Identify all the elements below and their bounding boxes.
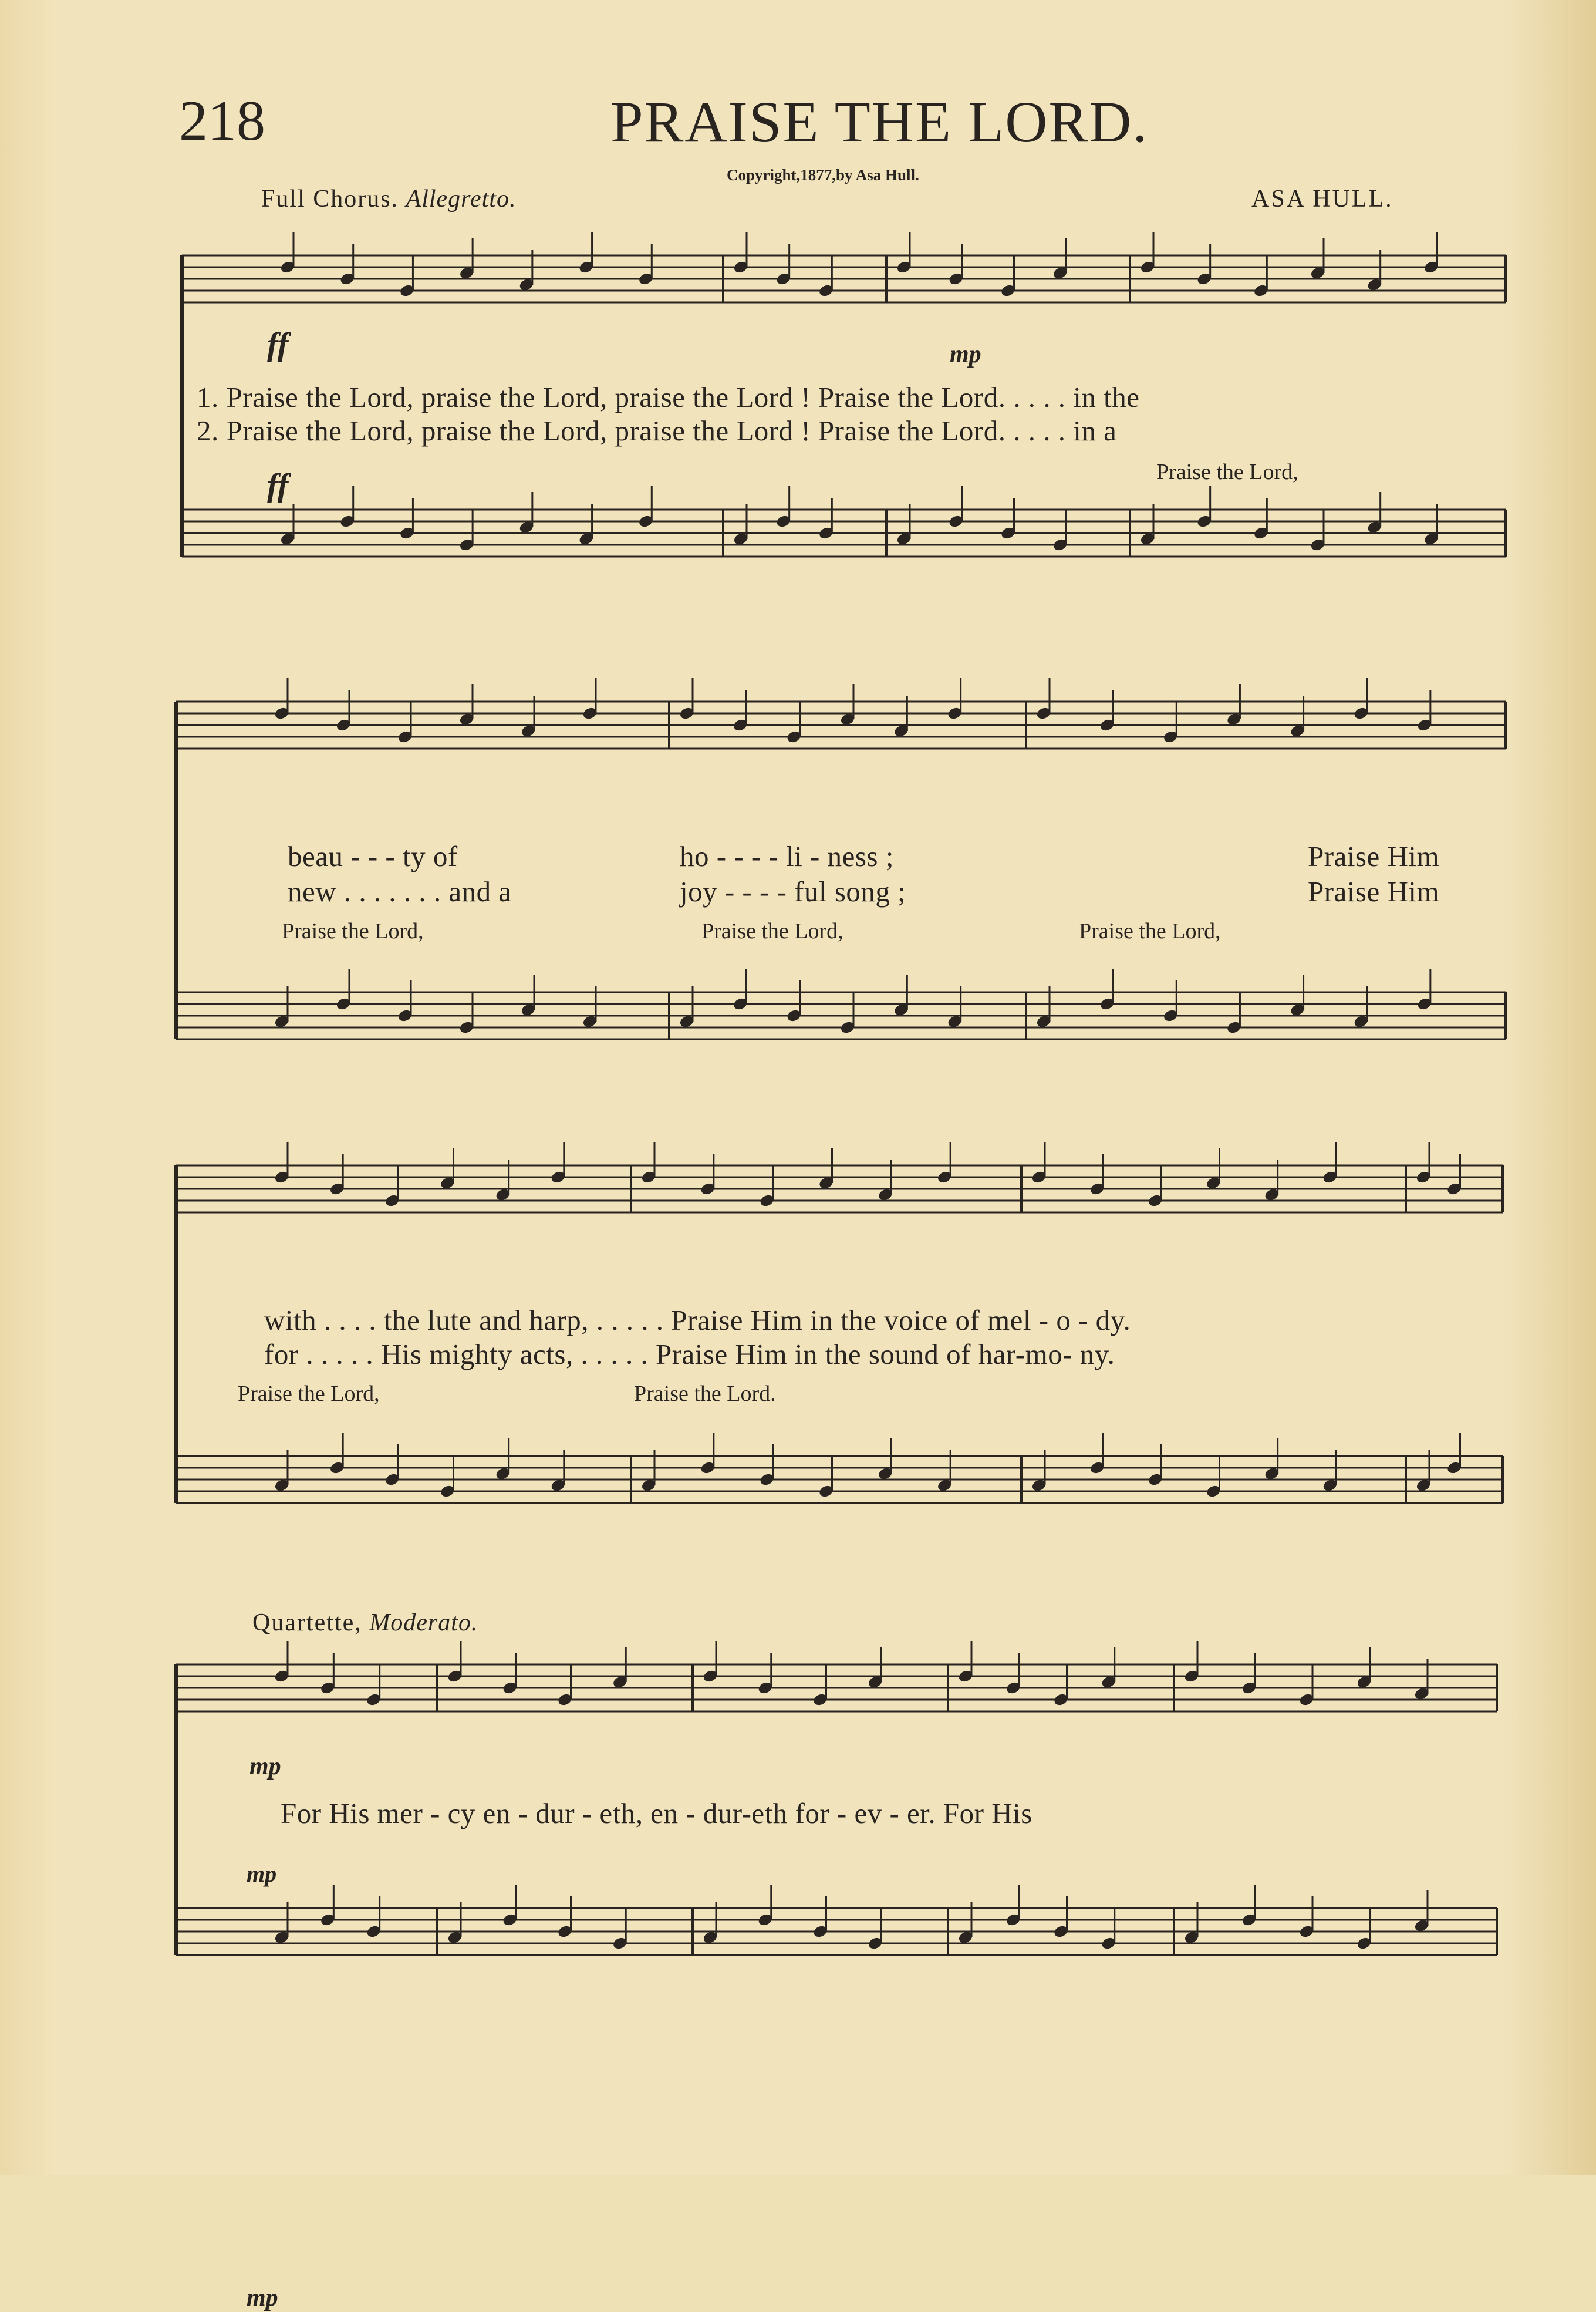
composer: ASA HULL. [1251, 186, 1393, 213]
bass-words: Praise the Lord, [238, 1381, 380, 1406]
lyric-verse-2: joy - - - - ful song ; [680, 875, 906, 908]
tempo-marking: Allegretto. [406, 186, 517, 213]
lyric-verse-1: Praise Him [1308, 840, 1440, 872]
bass-words: Praise the Lord, [1079, 919, 1221, 943]
quartette-heading [252, 1609, 478, 1637]
lyric-verse-2: for . . . . . His mighty acts, . . . . . Praise Him in the sound of har-mo- ny. [264, 1338, 1115, 1370]
dynamic-ff: ff [267, 326, 289, 363]
lyric-verse-2: Praise Him [1308, 875, 1440, 908]
bass-words: Praise the Lord, [282, 919, 424, 943]
dynamic-mp: mp [249, 1753, 281, 1780]
page-number: 218 [179, 89, 265, 153]
lyric-verse-2: new . . . . . . . and a [288, 875, 512, 908]
lyric-verse-1: For His mer - cy en - dur - eth, en - dur-eth for - ev - er. For His [281, 1797, 1032, 1829]
dynamic-mp: mp [247, 1861, 277, 1887]
lyric-verse-1: with . . . . the lute and harp, . . . . . Praise Him in the voice of mel - o - dy. [264, 1304, 1131, 1336]
bass-words: Praise the Lord, [701, 919, 843, 943]
section-label: Full Chorus. [261, 186, 399, 213]
lyric-verse-2: 2. Praise the Lord, praise the Lord, praise the Lord ! Praise the Lord. . . . . in a [197, 414, 1117, 447]
dynamic-mp: mp [950, 341, 981, 368]
dynamic-mp: mp [247, 2284, 278, 2311]
section-label: Quartette, [252, 1609, 362, 1636]
bass-words: Praise the Lord, [1156, 460, 1298, 484]
dynamic-ff: ff [267, 467, 289, 504]
hymn-title: PRAISE THE LORD. [610, 89, 1149, 154]
copyright-notice: Copyright,1877,by Asa Hull. [727, 166, 919, 184]
tempo-marking: Moderato. [369, 1609, 478, 1636]
bass-words: Praise the Lord. [634, 1381, 776, 1406]
lyric-verse-1: 1. Praise the Lord, praise the Lord, praise the Lord ! Praise the Lord. . . . . in the [197, 381, 1140, 413]
lyric-verse-1: beau - - - ty of [288, 840, 458, 872]
lyric-verse-1: ho - - - - li - ness ; [680, 840, 894, 872]
